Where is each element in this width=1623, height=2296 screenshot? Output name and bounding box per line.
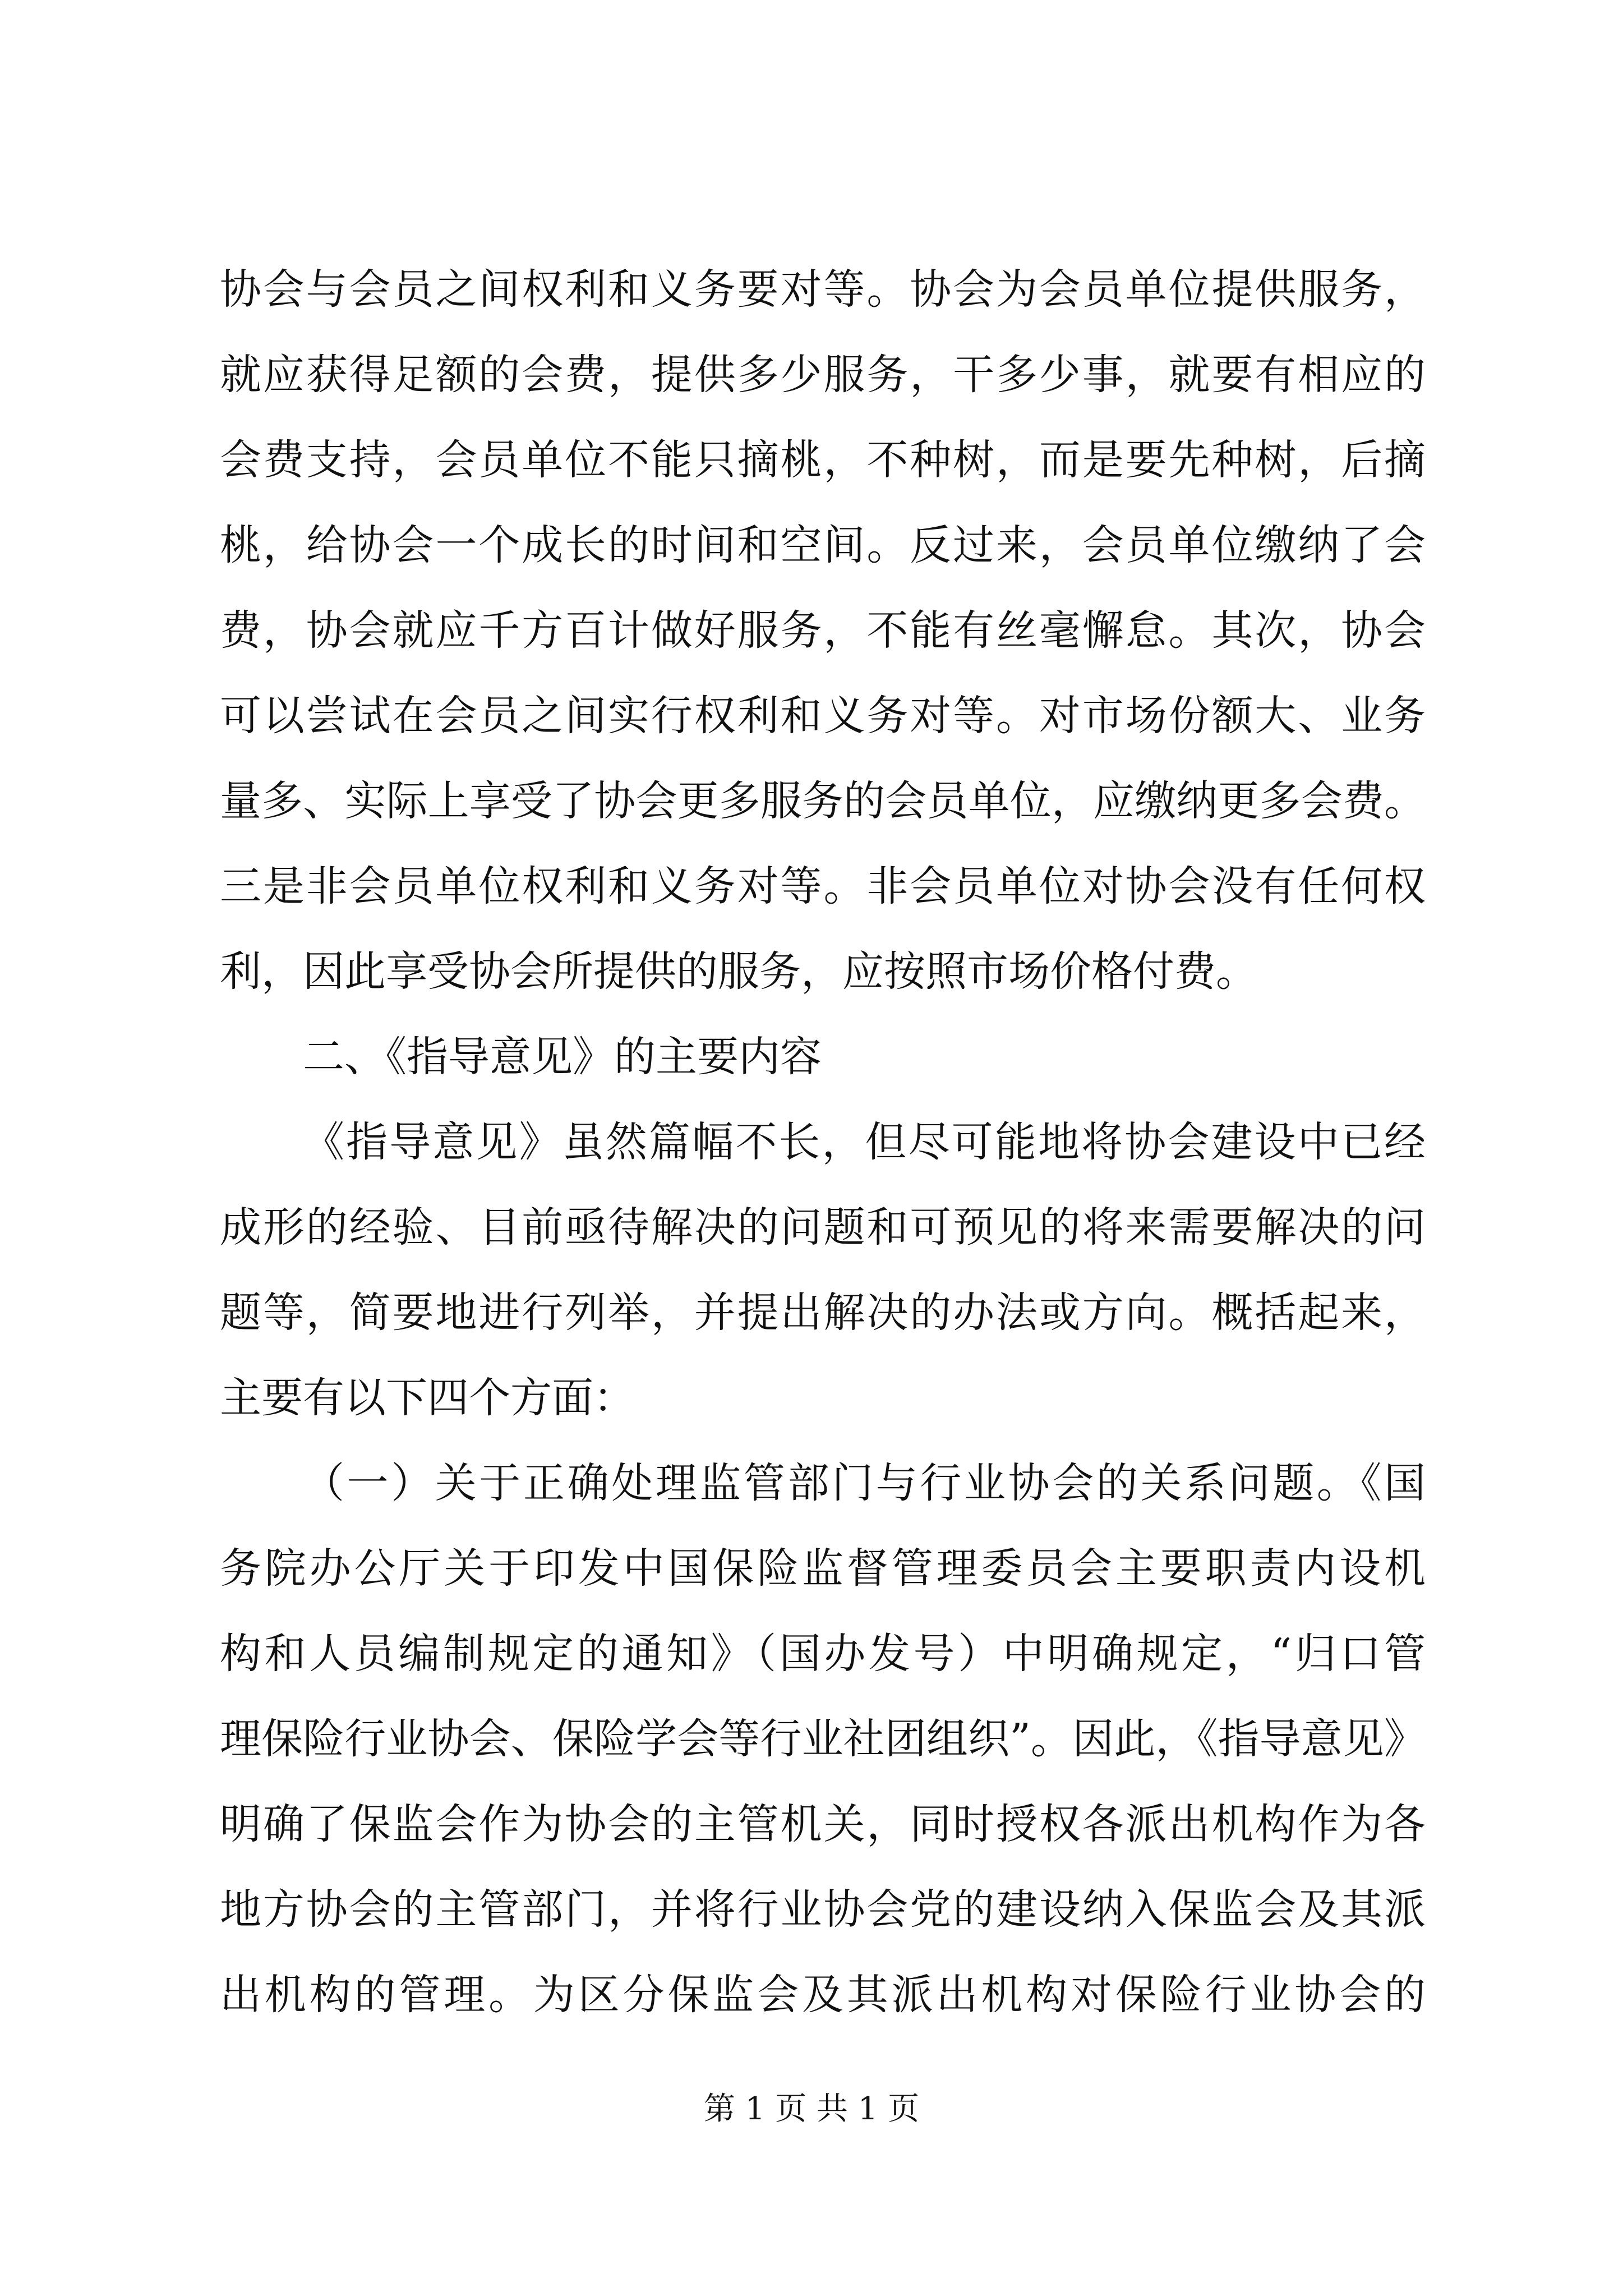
text-line: 费，协会就应千方百计做好服务，不能有丝毫懈怠。其次，协会 bbox=[220, 606, 1426, 655]
page-number: 第 1 页 共 1 页 bbox=[703, 2091, 920, 2127]
text-line: 可以尝试在会员之间实行权利和义务对等。对市场份额大、业务 bbox=[220, 692, 1426, 740]
text-line: 明确了保监会作为协会的主管机关，同时授权各派出机构作为各 bbox=[220, 1800, 1426, 1848]
text-line: 三是非会员单位权利和义务对等。非会员单位对协会没有任何权 bbox=[220, 862, 1426, 910]
text-line: 成形的经验、目前亟待解决的问题和可预见的将来需要解决的问 bbox=[220, 1203, 1426, 1251]
text-line: 《指导意见》虽然篇幅不长，但尽可能地将协会建设中已经 bbox=[303, 1118, 1426, 1166]
text-line: 桃，给协会一个成长的时间和空间。反过来，会员单位缴纳了会 bbox=[220, 521, 1426, 569]
body-text bbox=[220, 247, 1426, 2037]
text-line: （一）关于正确处理监管部门与行业协会的关系问题。《国 bbox=[303, 1459, 1426, 1507]
text-line: 就应获得足额的会费，提供多少服务，干多少事，就要有相应的 bbox=[220, 351, 1426, 399]
text-line: 利，因此享受协会所提供的服务，应按照市场价格付费。 bbox=[220, 947, 1257, 996]
section-heading: 二、《指导意见》的主要内容 bbox=[303, 1033, 822, 1081]
text-line: 务院办公厅关于印发中国保险监督管理委员会主要职责内设机 bbox=[220, 1544, 1426, 1593]
text-line: 理保险行业协会、保险学会等行业社团组织”。因此，《指导意见》 bbox=[220, 1715, 1426, 1763]
text-line: 量多、实际上享受了协会更多服务的会员单位，应缴纳更多会费。 bbox=[220, 777, 1426, 825]
text-line: 地方协会的主管部门，并将行业协会党的建设纳入保监会及其派 bbox=[220, 1885, 1426, 1934]
text-line: 协会与会员之间权利和义务要对等。协会为会员单位提供服务， bbox=[220, 265, 1426, 314]
page-footer bbox=[0, 2087, 1623, 2132]
text-line: 构和人员编制规定的通知》（国办发号）中明确规定，“归口管 bbox=[220, 1630, 1426, 1678]
text-line: 主要有以下四个方面： bbox=[220, 1374, 635, 1422]
text-line: 出机构的管理。为区分保监会及其派出机构对保险行业协会的 bbox=[220, 1971, 1426, 2019]
text-line: 会费支持，会员单位不能只摘桃，不种树，而是要先种树，后摘 bbox=[220, 436, 1426, 484]
text-line: 题等，简要地进行列举，并提出解决的办法或方向。概括起来， bbox=[220, 1289, 1426, 1337]
